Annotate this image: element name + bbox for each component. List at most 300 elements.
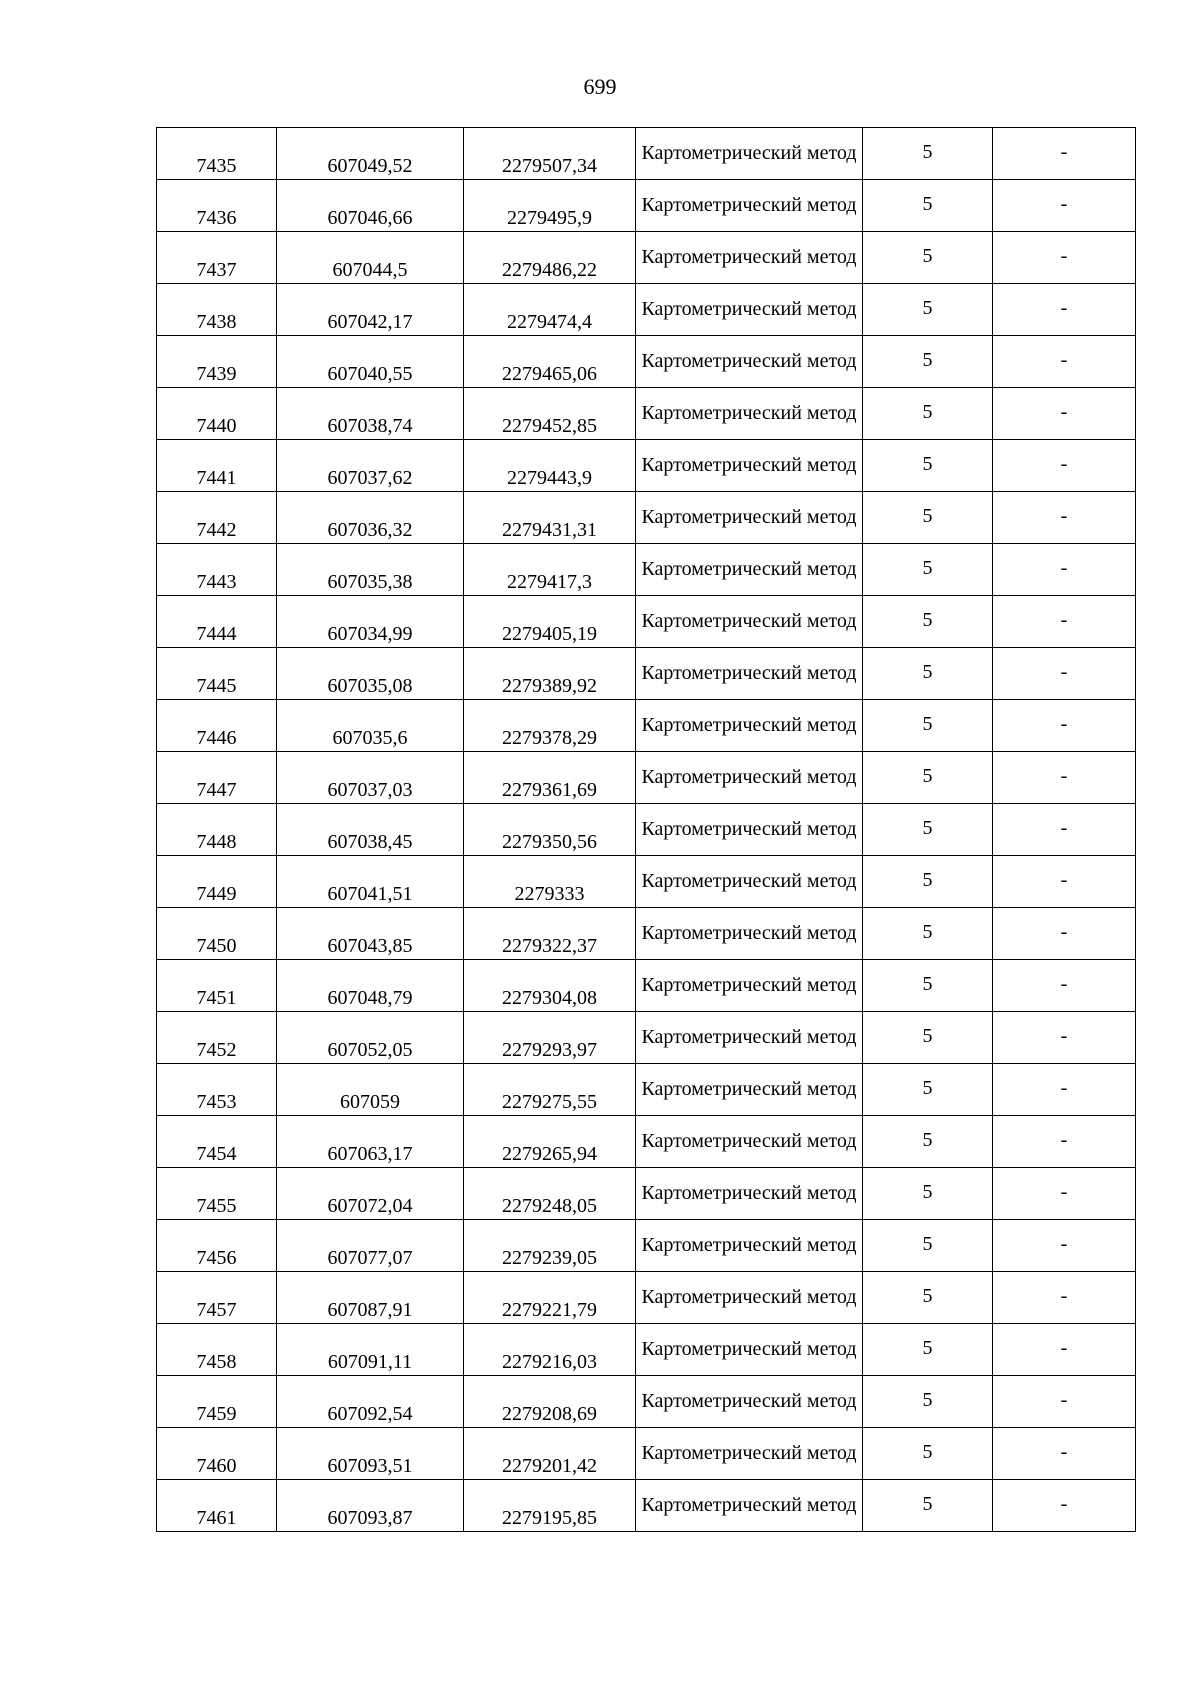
precision-cell: [863, 128, 993, 180]
point-number-text: 7437: [196, 259, 237, 281]
point-number-cell: [157, 336, 277, 388]
note-cell: [993, 284, 1136, 336]
y-coordinate-text: 2279405,19: [502, 623, 597, 645]
method-cell: [636, 960, 863, 1012]
note-text: -: [1060, 1389, 1068, 1411]
note-cell: [993, 336, 1136, 388]
table-row: [157, 856, 1136, 908]
y-coordinate-cell: [464, 544, 636, 596]
x-coordinate-cell: [277, 596, 464, 648]
precision-cell: [863, 1272, 993, 1324]
x-coordinate-cell: [277, 1272, 464, 1324]
note-text: -: [1060, 1233, 1068, 1255]
method-cell: [636, 544, 863, 596]
y-coordinate-cell: [464, 960, 636, 1012]
point-number-text: 7461: [196, 1507, 237, 1529]
note-text: -: [1060, 817, 1068, 839]
y-coordinate-cell: [464, 1428, 636, 1480]
x-coordinate-cell: [277, 1480, 464, 1532]
note-cell: [993, 1064, 1136, 1116]
point-number-text: 7440: [196, 415, 237, 437]
point-number-text: 7456: [196, 1247, 237, 1269]
note-text: -: [1060, 1441, 1068, 1463]
x-coordinate-cell: [277, 960, 464, 1012]
note-cell: [993, 1168, 1136, 1220]
table-row: [157, 1324, 1136, 1376]
x-coordinate-text: 607048,79: [327, 987, 413, 1009]
y-coordinate-text: 2279275,55: [502, 1091, 597, 1113]
table-row: [157, 1428, 1136, 1480]
method-cell: [636, 648, 863, 700]
point-number-text: 7445: [196, 675, 237, 697]
note-cell: [993, 1220, 1136, 1272]
precision-text: 5: [922, 453, 933, 475]
method-cell: [636, 336, 863, 388]
precision-cell: [863, 1324, 993, 1376]
y-coordinate-text: 2279378,29: [502, 727, 597, 749]
method-cell: [636, 1012, 863, 1064]
x-coordinate-text: 607038,45: [327, 831, 413, 853]
point-number-cell: [157, 1376, 277, 1428]
method-cell: [636, 1428, 863, 1480]
precision-cell: [863, 648, 993, 700]
precision-cell: [863, 700, 993, 752]
table-row: [157, 440, 1136, 492]
point-number-cell: [157, 1220, 277, 1272]
precision-text: 5: [922, 401, 933, 423]
x-coordinate-cell: [277, 648, 464, 700]
point-number-cell: [157, 232, 277, 284]
x-coordinate-text: 607037,62: [327, 467, 413, 489]
x-coordinate-text: 607035,6: [332, 727, 408, 749]
table-row: [157, 336, 1136, 388]
table-row: [157, 1168, 1136, 1220]
method-text: Картометрический метод: [641, 454, 857, 476]
precision-text: 5: [922, 921, 933, 943]
y-coordinate-text: 2279216,03: [502, 1351, 597, 1373]
note-text: -: [1060, 1077, 1068, 1099]
point-number-cell: [157, 1324, 277, 1376]
precision-text: 5: [922, 609, 933, 631]
note-cell: [993, 1116, 1136, 1168]
precision-cell: [863, 388, 993, 440]
note-cell: [993, 544, 1136, 596]
precision-text: 5: [922, 869, 933, 891]
table-body: [157, 128, 1136, 1532]
point-number-cell: [157, 1428, 277, 1480]
note-cell: [993, 1324, 1136, 1376]
precision-cell: [863, 544, 993, 596]
point-number-text: 7446: [196, 727, 237, 749]
table-row: [157, 388, 1136, 440]
precision-text: 5: [922, 713, 933, 735]
point-number-cell: [157, 440, 277, 492]
method-text: Картометрический метод: [641, 662, 857, 684]
y-coordinate-cell: [464, 1012, 636, 1064]
y-coordinate-cell: [464, 1168, 636, 1220]
method-text: Картометрический метод: [641, 350, 857, 372]
x-coordinate-cell: [277, 1064, 464, 1116]
table-row: [157, 180, 1136, 232]
x-coordinate-cell: [277, 700, 464, 752]
y-coordinate-text: 2279265,94: [502, 1143, 597, 1165]
point-number-text: 7449: [196, 883, 237, 905]
x-coordinate-text: 607038,74: [327, 415, 413, 437]
x-coordinate-text: 607072,04: [327, 1195, 413, 1217]
point-number-cell: [157, 492, 277, 544]
page-number: 699: [583, 74, 617, 99]
note-cell: [993, 908, 1136, 960]
x-coordinate-text: 607087,91: [327, 1299, 413, 1321]
x-coordinate-text: 607044,5: [332, 259, 408, 281]
method-text: Картометрический метод: [641, 1286, 857, 1308]
y-coordinate-text: 2279293,97: [502, 1039, 597, 1061]
table-row: [157, 284, 1136, 336]
x-coordinate-text: 607049,52: [327, 155, 413, 177]
x-coordinate-text: 607059: [340, 1091, 400, 1113]
precision-text: 5: [922, 505, 933, 527]
table-row: [157, 596, 1136, 648]
table-row: [157, 544, 1136, 596]
method-cell: [636, 752, 863, 804]
method-text: Картометрический метод: [641, 1182, 857, 1204]
precision-cell: [863, 1220, 993, 1272]
method-text: Картометрический метод: [641, 298, 857, 320]
method-cell: [636, 388, 863, 440]
y-coordinate-cell: [464, 856, 636, 908]
note-text: -: [1060, 765, 1068, 787]
method-text: Картометрический метод: [641, 610, 857, 632]
table-row: [157, 908, 1136, 960]
method-text: Картометрический метод: [641, 870, 857, 892]
point-number-cell: [157, 804, 277, 856]
method-text: Картометрический метод: [641, 922, 857, 944]
method-text: Картометрический метод: [641, 1130, 857, 1152]
point-number-cell: [157, 180, 277, 232]
note-cell: [993, 492, 1136, 544]
x-coordinate-cell: [277, 388, 464, 440]
note-text: -: [1060, 349, 1068, 371]
x-coordinate-text: 607043,85: [327, 935, 413, 957]
point-number-cell: [157, 648, 277, 700]
x-coordinate-cell: [277, 1168, 464, 1220]
y-coordinate-cell: [464, 1272, 636, 1324]
precision-text: 5: [922, 1337, 933, 1359]
method-text: Картометрический метод: [641, 402, 857, 424]
y-coordinate-cell: [464, 180, 636, 232]
point-number-cell: [157, 856, 277, 908]
y-coordinate-cell: [464, 648, 636, 700]
note-cell: [993, 1428, 1136, 1480]
method-cell: [636, 1116, 863, 1168]
coordinates-table: [156, 127, 1136, 1532]
table-row: [157, 960, 1136, 1012]
precision-text: 5: [922, 765, 933, 787]
x-coordinate-text: 607034,99: [327, 623, 413, 645]
x-coordinate-cell: [277, 544, 464, 596]
y-coordinate-text: 2279239,05: [502, 1247, 597, 1269]
note-cell: [993, 128, 1136, 180]
method-text: Картометрический метод: [641, 1442, 857, 1464]
y-coordinate-text: 2279322,37: [502, 935, 597, 957]
method-cell: [636, 1376, 863, 1428]
method-text: Картометрический метод: [641, 1494, 857, 1516]
method-cell: [636, 440, 863, 492]
y-coordinate-text: 2279465,06: [502, 363, 597, 385]
point-number-text: 7458: [196, 1351, 237, 1373]
method-cell: [636, 1168, 863, 1220]
method-text: Картометрический метод: [641, 1026, 857, 1048]
precision-text: 5: [922, 973, 933, 995]
point-number-text: 7455: [196, 1195, 237, 1217]
x-coordinate-text: 607063,17: [327, 1143, 413, 1165]
point-number-text: 7448: [196, 831, 237, 853]
precision-text: 5: [922, 1077, 933, 1099]
precision-cell: [863, 1064, 993, 1116]
y-coordinate-cell: [464, 440, 636, 492]
point-number-cell: [157, 908, 277, 960]
precision-cell: [863, 1116, 993, 1168]
point-number-text: 7454: [196, 1143, 237, 1165]
method-cell: [636, 908, 863, 960]
x-coordinate-text: 607091,11: [327, 1351, 413, 1373]
method-text: Картометрический метод: [641, 818, 857, 840]
method-cell: [636, 804, 863, 856]
x-coordinate-text: 607093,51: [327, 1455, 413, 1477]
point-number-text: 7443: [196, 571, 237, 593]
table-row: [157, 1012, 1136, 1064]
method-cell: [636, 1272, 863, 1324]
note-text: -: [1060, 505, 1068, 527]
precision-cell: [863, 1168, 993, 1220]
point-number-cell: [157, 596, 277, 648]
note-text: -: [1060, 193, 1068, 215]
precision-text: 5: [922, 1493, 933, 1515]
y-coordinate-text: 2279201,42: [502, 1455, 597, 1477]
y-coordinate-cell: [464, 1220, 636, 1272]
note-text: -: [1060, 609, 1068, 631]
table-row: [157, 1272, 1136, 1324]
precision-cell: [863, 180, 993, 232]
x-coordinate-text: 607036,32: [327, 519, 413, 541]
note-cell: [993, 752, 1136, 804]
precision-cell: [863, 596, 993, 648]
y-coordinate-cell: [464, 1116, 636, 1168]
method-text: Картометрический метод: [641, 246, 857, 268]
note-text: -: [1060, 973, 1068, 995]
y-coordinate-cell: [464, 1376, 636, 1428]
precision-text: 5: [922, 1285, 933, 1307]
point-number-text: 7444: [196, 623, 237, 645]
precision-cell: [863, 1428, 993, 1480]
precision-cell: [863, 752, 993, 804]
y-coordinate-cell: [464, 284, 636, 336]
note-text: -: [1060, 1493, 1068, 1515]
point-number-cell: [157, 1168, 277, 1220]
precision-text: 5: [922, 817, 933, 839]
point-number-cell: [157, 752, 277, 804]
method-cell: [636, 1324, 863, 1376]
x-coordinate-cell: [277, 1428, 464, 1480]
point-number-text: 7439: [196, 363, 237, 385]
precision-cell: [863, 908, 993, 960]
y-coordinate-text: 2279248,05: [502, 1195, 597, 1217]
precision-text: 5: [922, 1233, 933, 1255]
x-coordinate-text: 607041,51: [327, 883, 413, 905]
precision-text: 5: [922, 141, 933, 163]
note-text: -: [1060, 1181, 1068, 1203]
y-coordinate-text: 2279431,31: [502, 519, 597, 541]
x-coordinate-text: 607052,05: [327, 1039, 413, 1061]
precision-cell: [863, 856, 993, 908]
precision-cell: [863, 492, 993, 544]
x-coordinate-cell: [277, 1220, 464, 1272]
point-number-text: 7453: [196, 1091, 237, 1113]
note-text: -: [1060, 557, 1068, 579]
y-coordinate-cell: [464, 1480, 636, 1532]
method-text: Картометрический метод: [641, 1078, 857, 1100]
note-cell: [993, 1012, 1136, 1064]
point-number-text: 7436: [196, 207, 237, 229]
x-coordinate-text: 607035,08: [327, 675, 413, 697]
precision-cell: [863, 232, 993, 284]
point-number-text: 7451: [196, 987, 237, 1009]
y-coordinate-text: 2279333: [514, 883, 585, 905]
note-cell: [993, 804, 1136, 856]
table-row: [157, 492, 1136, 544]
precision-text: 5: [922, 557, 933, 579]
precision-cell: [863, 804, 993, 856]
x-coordinate-cell: [277, 180, 464, 232]
precision-text: 5: [922, 1129, 933, 1151]
precision-text: 5: [922, 297, 933, 319]
x-coordinate-cell: [277, 908, 464, 960]
precision-cell: [863, 1480, 993, 1532]
method-cell: [636, 232, 863, 284]
y-coordinate-cell: [464, 752, 636, 804]
y-coordinate-text: 2279195,85: [502, 1507, 597, 1529]
method-text: Картометрический метод: [641, 1390, 857, 1412]
table-row: [157, 232, 1136, 284]
method-text: Картометрический метод: [641, 1234, 857, 1256]
y-coordinate-cell: [464, 128, 636, 180]
x-coordinate-cell: [277, 440, 464, 492]
y-coordinate-text: 2279361,69: [502, 779, 597, 801]
y-coordinate-cell: [464, 596, 636, 648]
table-row: [157, 1116, 1136, 1168]
precision-text: 5: [922, 1025, 933, 1047]
note-cell: [993, 232, 1136, 284]
x-coordinate-cell: [277, 128, 464, 180]
y-coordinate-cell: [464, 908, 636, 960]
x-coordinate-cell: [277, 1116, 464, 1168]
x-coordinate-text: 607092,54: [327, 1403, 413, 1425]
y-coordinate-text: 2279417,3: [507, 571, 592, 593]
table-row: [157, 1064, 1136, 1116]
table-row: [157, 700, 1136, 752]
x-coordinate-cell: [277, 284, 464, 336]
x-coordinate-text: 607040,55: [327, 363, 413, 385]
table-row: [157, 1220, 1136, 1272]
note-cell: [993, 1272, 1136, 1324]
precision-text: 5: [922, 1181, 933, 1203]
point-number-text: 7452: [196, 1039, 237, 1061]
method-cell: [636, 596, 863, 648]
y-coordinate-cell: [464, 700, 636, 752]
method-text: Картометрический метод: [641, 1338, 857, 1360]
y-coordinate-text: 2279443,9: [507, 467, 592, 489]
note-text: -: [1060, 245, 1068, 267]
precision-text: 5: [922, 1389, 933, 1411]
note-cell: [993, 596, 1136, 648]
point-number-text: 7442: [196, 519, 237, 541]
point-number-text: 7460: [196, 1455, 237, 1477]
method-text: Картометрический метод: [641, 506, 857, 528]
precision-text: 5: [922, 661, 933, 683]
method-cell: [636, 1480, 863, 1532]
y-coordinate-text: 2279304,08: [502, 987, 597, 1009]
method-cell: [636, 856, 863, 908]
point-number-text: 7450: [196, 935, 237, 957]
method-text: Картометрический метод: [641, 558, 857, 580]
point-number-cell: [157, 700, 277, 752]
method-cell: [636, 180, 863, 232]
note-cell: [993, 440, 1136, 492]
note-text: -: [1060, 401, 1068, 423]
point-number-cell: [157, 544, 277, 596]
point-number-cell: [157, 960, 277, 1012]
note-cell: [993, 960, 1136, 1012]
point-number-text: 7447: [196, 779, 237, 801]
method-text: Картометрический метод: [641, 974, 857, 996]
y-coordinate-text: 2279350,56: [502, 831, 597, 853]
x-coordinate-cell: [277, 492, 464, 544]
method-cell: [636, 492, 863, 544]
precision-cell: [863, 1012, 993, 1064]
note-cell: [993, 700, 1136, 752]
note-text: -: [1060, 1025, 1068, 1047]
y-coordinate-cell: [464, 492, 636, 544]
y-coordinate-text: 2279208,69: [502, 1403, 597, 1425]
table-row: [157, 1480, 1136, 1532]
x-coordinate-text: 607037,03: [327, 779, 413, 801]
point-number-text: 7435: [196, 155, 237, 177]
point-number-cell: [157, 284, 277, 336]
y-coordinate-text: 2279486,22: [502, 259, 597, 281]
precision-cell: [863, 440, 993, 492]
y-coordinate-cell: [464, 336, 636, 388]
x-coordinate-cell: [277, 1376, 464, 1428]
table-row: [157, 752, 1136, 804]
x-coordinate-text: 607077,07: [327, 1247, 413, 1269]
y-coordinate-text: 2279474,4: [507, 311, 592, 333]
x-coordinate-cell: [277, 336, 464, 388]
point-number-cell: [157, 1012, 277, 1064]
note-text: -: [1060, 141, 1068, 163]
table-row: [157, 648, 1136, 700]
precision-text: 5: [922, 245, 933, 267]
precision-text: 5: [922, 349, 933, 371]
x-coordinate-text: 607035,38: [327, 571, 413, 593]
method-cell: [636, 1064, 863, 1116]
y-coordinate-cell: [464, 388, 636, 440]
table-row: [157, 1376, 1136, 1428]
x-coordinate-text: 607046,66: [327, 207, 413, 229]
point-number-cell: [157, 388, 277, 440]
point-number-cell: [157, 1272, 277, 1324]
method-text: Картометрический метод: [641, 714, 857, 736]
note-text: -: [1060, 1285, 1068, 1307]
